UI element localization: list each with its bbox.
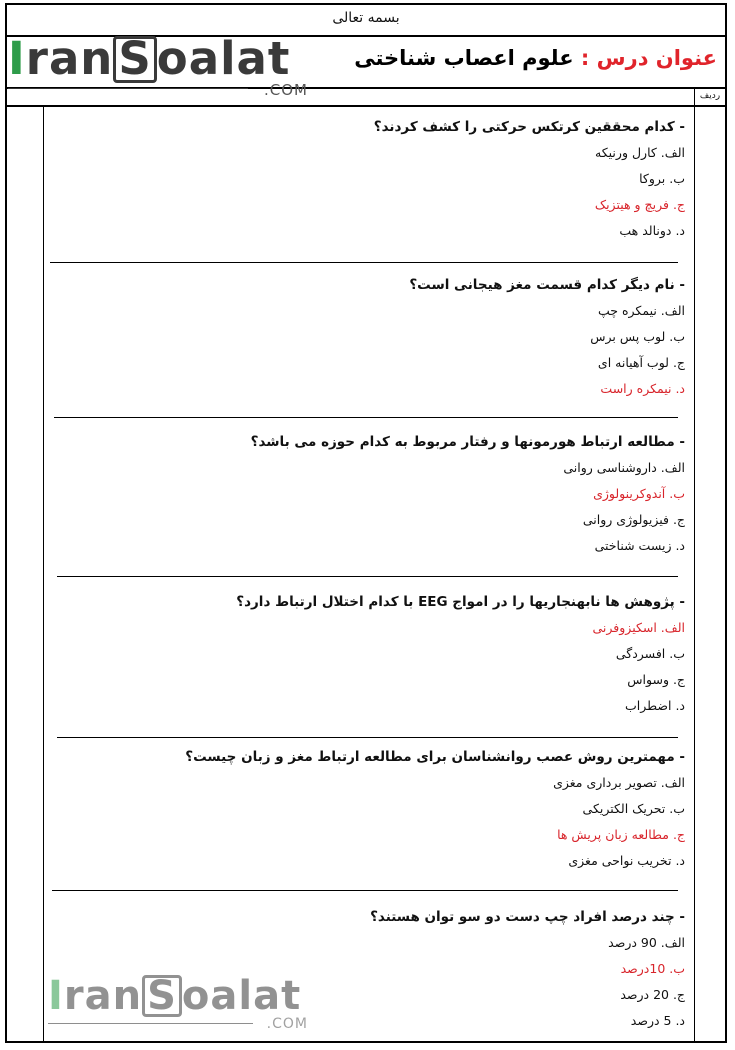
iransoalat-logo xyxy=(8,32,308,99)
answer-option: ج. وسواس xyxy=(627,672,685,687)
answer-option: د. اضطراب xyxy=(625,698,685,713)
answer-option: الف. نیمکره چپ xyxy=(598,303,685,318)
question-title: - مطالعه ارتباط هورمونها و رفتار مربوط به کدام حوزه می باشد؟ xyxy=(250,434,685,450)
answer-option: ب. بروکا xyxy=(639,171,685,186)
answer-option: الف. داروشناسی روانی xyxy=(563,460,685,475)
correct-answer-option: د. نیمکره راست xyxy=(600,381,685,396)
correct-answer-option: ج. فریچ و هیتزیک xyxy=(594,197,685,212)
answer-option: د. تخریب نواحی مغزی xyxy=(568,853,685,868)
correct-answer-option: ب. آندوکرینولوژی xyxy=(593,486,685,501)
left-margin-line xyxy=(43,105,44,1041)
logo-dotcom: .COM xyxy=(264,81,308,99)
question-separator xyxy=(57,737,678,738)
course-value: علوم اعصاب شناختی xyxy=(354,46,574,70)
course-title xyxy=(354,46,717,70)
correct-answer-option: ب. 10درصد xyxy=(620,961,685,976)
question-4 xyxy=(55,592,685,722)
basmala: بسمه تعالی xyxy=(332,10,400,26)
answer-option: الف. تصویر برداری مغزی xyxy=(553,775,685,790)
question-6 xyxy=(55,907,685,1037)
answer-option: ب. افسردگی xyxy=(615,646,685,661)
question-2 xyxy=(55,275,685,405)
answer-option: ب. لوب پس برس xyxy=(590,329,685,344)
correct-answer-option: الف. اسکیزوفرنی xyxy=(592,620,685,635)
question-separator xyxy=(52,890,678,891)
answer-option: ب. تحریک الکتریکی xyxy=(582,801,685,816)
right-margin-line xyxy=(694,105,695,1041)
question-title: - نام دیگر کدام قسمت مغز هیجانی است؟ xyxy=(409,277,685,293)
answer-option: د. زیست شناختی xyxy=(594,538,685,553)
answer-option: د. 5 درصد xyxy=(630,1013,685,1028)
question-separator xyxy=(50,262,678,263)
question-title: - کدام محققین کرتکس حرکتی را کشف کردند؟ xyxy=(373,119,685,135)
watermark-dotcom: .COM xyxy=(266,1016,308,1032)
correct-answer-option: ج. مطالعه زبان پریش ها xyxy=(557,827,685,842)
answer-option: الف. 90 درصد xyxy=(608,935,685,950)
watermark-wordmark: Iran S oalat xyxy=(48,973,302,1019)
course-label: عنوان درس : xyxy=(580,46,717,70)
header-top-row xyxy=(7,5,725,37)
question-1 xyxy=(55,117,685,247)
question-separator xyxy=(54,417,678,418)
question-3 xyxy=(55,432,685,562)
question-5 xyxy=(55,747,685,877)
answer-option: د. دونالد هب xyxy=(619,223,685,238)
answer-option: ج. لوب آهیانه ای xyxy=(597,355,685,370)
answer-option: ج. فیزیولوژی روانی xyxy=(582,512,685,527)
question-separator xyxy=(57,576,678,577)
question-title: - پژوهش ها نابهنجاریها را در امواج EEG با کدام اختلال ارتباط دارد؟ xyxy=(236,594,685,610)
logo-underline xyxy=(8,88,248,89)
radif-column-header: ردیف xyxy=(694,87,725,105)
logo-wordmark: Iran S oalat xyxy=(8,32,291,85)
question-title: - چند درصد افراد چپ دست دو سو توان هستند؟ xyxy=(370,909,685,925)
question-title: - مهمترین روش عصب روانشناسان برای مطالعه ارتباط مغز و زبان چیست؟ xyxy=(185,749,685,765)
answer-option: الف. کارل ورنیکه xyxy=(595,145,685,160)
answer-option: ج. 20 درصد xyxy=(620,987,685,1002)
